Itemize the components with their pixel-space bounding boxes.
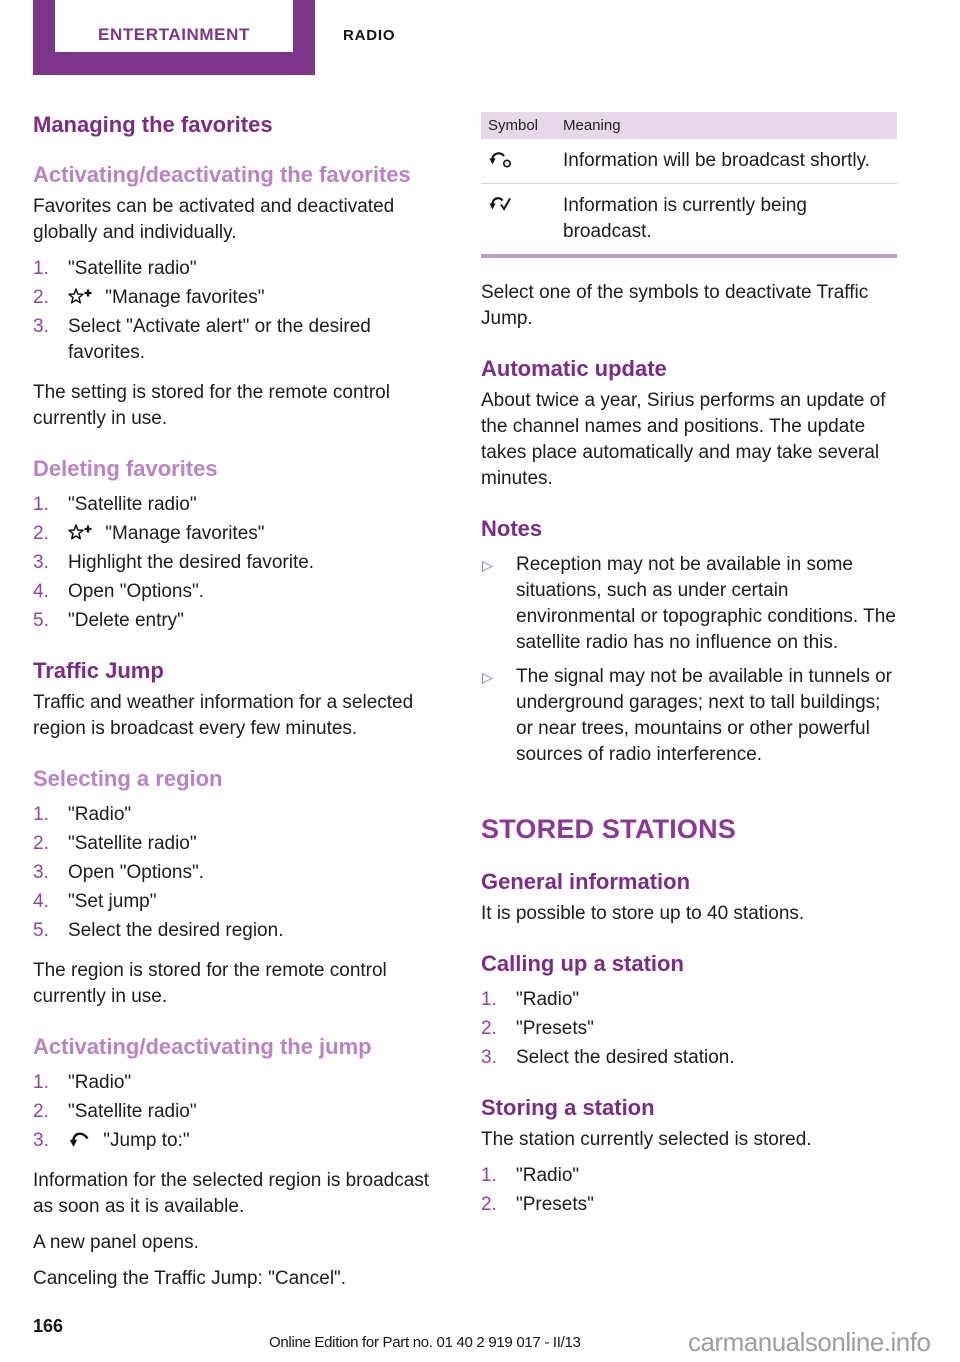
chapter-tab-inner xyxy=(55,0,293,52)
step-item xyxy=(481,1192,897,1218)
step-text: "Satellite radio" xyxy=(68,1101,197,1122)
chapter-tab xyxy=(33,0,315,75)
table-header-symbol: Symbol xyxy=(481,112,556,139)
traffic-jump-icon xyxy=(68,1130,91,1149)
step-item xyxy=(33,550,449,576)
page-content xyxy=(33,108,897,1302)
step-item xyxy=(33,889,449,915)
step-text: Select the desired region. xyxy=(68,920,284,941)
step-item xyxy=(33,285,449,311)
symbol-cell xyxy=(481,139,556,184)
step-text: "Satellite radio" xyxy=(68,833,197,854)
step-text: "Radio" xyxy=(68,804,132,825)
paragraph: The station currently selected is stored. xyxy=(481,1129,812,1150)
breadcrumb-section: RADIO xyxy=(343,27,396,44)
symbol-table xyxy=(481,112,897,258)
step-item xyxy=(33,579,449,605)
step-item xyxy=(33,521,449,547)
note-item xyxy=(481,664,897,768)
paragraph: A new panel opens. xyxy=(33,1232,199,1253)
paragraph: Favorites can be activated and deactivated globally and individually. xyxy=(33,196,395,243)
step-text: "Radio" xyxy=(68,1072,132,1093)
step-text: "Presets" xyxy=(516,1018,594,1039)
steps-activating-favorites xyxy=(33,256,449,366)
step-item xyxy=(481,987,897,1013)
paragraph: It is possible to store up to 40 stations. xyxy=(481,903,805,924)
step-text: Select the desired station. xyxy=(516,1047,735,1068)
heading-selecting-region: Selecting a region xyxy=(33,766,223,791)
page-number: 166 xyxy=(33,1316,64,1336)
notes-list xyxy=(481,552,897,768)
meaning-cell: Information is currently being broadcast. xyxy=(556,184,897,257)
paragraph: Canceling the Traffic Jump: "Cancel". xyxy=(33,1268,347,1289)
heading-traffic-jump: Traffic Jump xyxy=(33,658,164,683)
step-text: "Satellite radio" xyxy=(68,258,197,279)
column-right xyxy=(481,108,897,1302)
step-item xyxy=(481,1045,897,1071)
steps-deleting-favorites xyxy=(33,492,449,634)
step-text: Open "Options". xyxy=(68,862,205,883)
edition-note: Online Edition for Part no. 01 40 2 919 017 - II/13 xyxy=(269,1334,581,1351)
step-item xyxy=(481,1163,897,1189)
note-item xyxy=(481,552,897,656)
paragraph: Select one of the symbols to deactivate Traffic Jump. xyxy=(481,282,869,329)
step-text: "Delete entry" xyxy=(68,610,184,631)
step-item xyxy=(33,831,449,857)
step-item xyxy=(33,256,449,282)
step-text: "Manage favorites" xyxy=(105,523,265,544)
heading-activating-favorites: Activating/deactivating the favorites xyxy=(33,162,411,187)
step-item xyxy=(33,1070,449,1096)
steps-storing-station xyxy=(481,1163,897,1218)
step-text: "Manage favorites" xyxy=(105,287,265,308)
triangle-bullet-icon: ▷ xyxy=(482,557,493,573)
heading-general-information: General information xyxy=(481,869,691,894)
paragraph: About twice a year, Sirius performs an update of the channel names and positions. The update takes place automatically and may take several minutes. xyxy=(481,390,886,489)
step-item xyxy=(33,860,449,886)
paragraph: The setting is stored for the remote control currently in use. xyxy=(33,382,390,429)
heading-notes: Notes xyxy=(481,516,543,541)
step-text: "Jump to:" xyxy=(103,1130,190,1151)
step-item xyxy=(33,1099,449,1125)
step-text: Highlight the desired favorite. xyxy=(68,552,315,573)
step-item xyxy=(33,492,449,518)
steps-calling-up-station xyxy=(481,987,897,1071)
paragraph: Information for the selected region is broadcast as soon as it is available. xyxy=(33,1170,430,1217)
table-header-meaning: Meaning xyxy=(556,112,897,139)
step-item xyxy=(33,1128,449,1154)
heading-stored-stations: STORED STATIONS xyxy=(481,814,737,844)
heading-calling-up-station: Calling up a station xyxy=(481,951,684,976)
note-text: The signal may not be available in tunnels or underground garages; next to tall buildings; or near trees, mountains or other powerful sources of radio interference. xyxy=(516,666,893,765)
step-text: "Presets" xyxy=(516,1194,594,1215)
table-header-row xyxy=(481,112,897,139)
paragraph: The region is stored for the remote control currently in use. xyxy=(33,960,387,1007)
table-row xyxy=(481,139,897,184)
step-text: Open "Options". xyxy=(68,581,205,602)
step-item xyxy=(33,802,449,828)
watermark: carmanualsonline.info xyxy=(688,1327,931,1357)
jump-active-icon xyxy=(488,195,512,214)
chapter-tab-label: ENTERTAINMENT xyxy=(98,25,250,44)
table-row xyxy=(481,184,897,257)
symbol-cell xyxy=(481,184,556,257)
add-favorite-icon xyxy=(68,523,93,542)
step-item xyxy=(33,918,449,944)
steps-selecting-region xyxy=(33,802,449,944)
step-text: "Set jump" xyxy=(68,891,157,912)
step-text: "Radio" xyxy=(516,1165,580,1186)
triangle-bullet-icon: ▷ xyxy=(482,669,493,685)
step-item xyxy=(481,1016,897,1042)
heading-activating-jump: Activating/deactivating the jump xyxy=(33,1034,372,1059)
step-text: "Radio" xyxy=(516,989,580,1010)
jump-pending-icon xyxy=(488,150,512,169)
column-left xyxy=(33,108,449,1302)
meaning-cell: Information will be broadcast shortly. xyxy=(556,139,897,184)
steps-activating-jump xyxy=(33,1070,449,1154)
heading-managing-favorites: Managing the favorites xyxy=(33,112,273,137)
step-text: Select "Activate alert" or the desired favorites. xyxy=(68,316,371,363)
heading-deleting-favorites: Deleting favorites xyxy=(33,456,218,481)
heading-automatic-update: Automatic update xyxy=(481,356,667,381)
add-favorite-icon xyxy=(68,287,93,306)
paragraph: Traffic and weather information for a selected region is broadcast every few minutes. xyxy=(33,692,414,739)
step-item xyxy=(33,608,449,634)
heading-storing-station: Storing a station xyxy=(481,1095,655,1120)
step-text: "Satellite radio" xyxy=(68,494,197,515)
step-item xyxy=(33,314,449,366)
note-text: Reception may not be available in some situations, such as under certain environmental or topographic conditions. The satellite radio has no influence on this. xyxy=(516,554,896,653)
